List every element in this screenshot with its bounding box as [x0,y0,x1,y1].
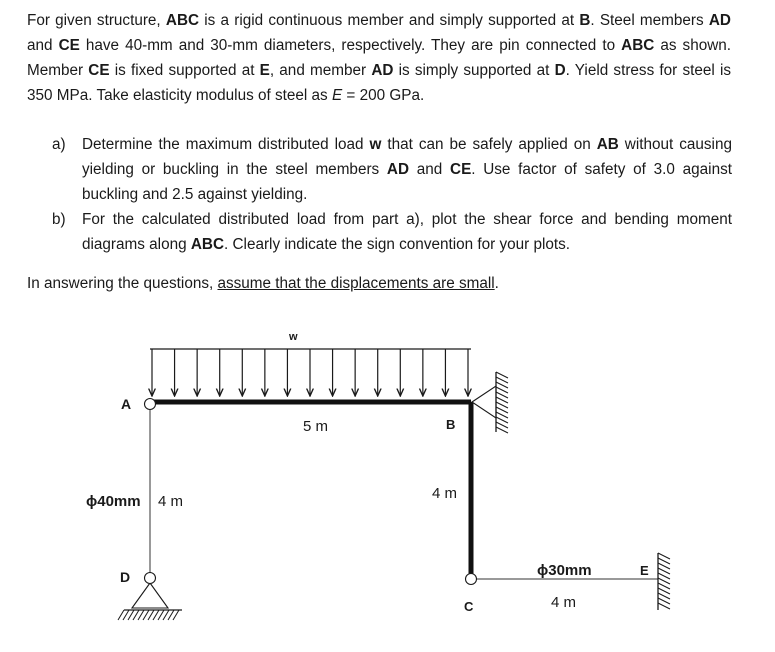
intro-text: have 40-mm and 30-mm diameters, respectively. They are pin connected to [79,37,622,54]
hatch-line [153,610,159,620]
elasticity-symbol: E [331,87,343,104]
pin-c [466,574,477,585]
question-text: that can be safely applied on [381,136,597,153]
hatch-line [496,412,508,418]
member-abc-ref: ABC [621,37,655,54]
hatch-line [658,578,670,584]
hatch-line [118,610,124,620]
hatch-line [496,372,508,378]
pin-d [145,573,156,584]
length-ad-label: 4 m [158,493,184,510]
wall-hatch-b [496,372,508,433]
hatch-line [658,593,670,599]
hatch-line [658,553,670,559]
intro-text: is fixed supported at [109,62,260,79]
member-ce-ref: CE [450,161,472,178]
hatch-line [148,610,154,620]
load-label: w [289,331,298,343]
label-d: D [120,569,131,585]
list-marker: b) [52,211,66,228]
load-symbol-ref: w [369,136,382,153]
label-a: A [121,396,132,412]
question-text: Determine the maximum distributed load [82,136,370,153]
hatch-line [496,417,508,423]
list-marker: a) [52,136,66,153]
label-b: B [446,417,456,432]
intro-text: . Yield stress for steel is 350 MPa. Take elasticity modulus of steel as [27,62,732,104]
hatch-line [123,610,129,620]
hatch-line [143,610,149,620]
hatch-line [138,610,144,620]
ground-hatch-d [118,610,179,620]
question-text: without causing yielding or buckling in the steel members [82,136,732,178]
intro-text: as shown. Member [27,37,732,79]
hatch-line [658,568,670,574]
span-ab-label: 5 m [303,418,329,435]
hatch-line [496,422,508,428]
question-text: . Use factor of safety of 3.0 against buckling and 2.5 against yielding. [82,161,732,203]
question-text: and [409,161,451,178]
load-arrows [152,349,468,396]
closing-text: In answering the questions, [27,275,218,292]
fixed-support-e [658,553,670,610]
diameter-ce-label: ϕ30mm [537,562,592,579]
hatch-line [496,427,508,433]
distributed-load [150,349,471,396]
question-text: For the calculated distributed load from part a), plot the shear force and bending moment diagrams along [82,211,732,253]
hatch-line [128,610,134,620]
pin-support-b [472,372,508,433]
point-b-ref: B [579,12,591,29]
pin-a [145,399,156,410]
hatch-line [496,377,508,383]
question-text: . Clearly indicate the sign convention for your plots. [224,236,571,253]
hatch-line [133,610,139,620]
hatch-line [658,603,670,609]
member-ce-ref: CE [58,37,80,54]
intro-text: , and member [269,62,372,79]
intro-text: and [27,37,59,54]
intro-text: . Steel members [590,12,709,29]
member-abc-ref: ABC [190,236,224,253]
hatch-line [496,387,508,393]
pin-support-d [118,583,182,620]
intro-text: is a rigid continuous member and simply supported at [199,12,580,29]
hatch-line [496,382,508,388]
member-ab-ref: AB [596,136,619,153]
length-bc-label: 4 m [432,485,458,502]
point-d-ref: D [554,62,566,79]
label-c: C [464,599,474,614]
hatch-line [163,610,169,620]
closing-text: . [494,275,499,292]
member-abc-ref: ABC [165,12,200,29]
hatch-line [496,407,508,413]
member-ad-ref: AD [708,12,731,29]
hatch-line [496,402,508,408]
hatch-line [496,392,508,398]
hatch-line [658,583,670,589]
intro-text: For given structure, [27,12,166,29]
hatch-line [173,610,179,620]
member-ce-ref: CE [88,62,110,79]
member-ad-ref: AD [371,62,394,79]
hatch-line [658,588,670,594]
hatch-line [158,610,164,620]
label-e: E [640,563,649,578]
member-ad-ref: AD [386,161,410,178]
intro-text: is simply supported at [393,62,555,79]
hatch-line [658,598,670,604]
wall-hatch-e [658,553,670,609]
hatch-line [658,558,670,564]
hatch-line [168,610,174,620]
small-displacement-assumption: assume that the displacements are small [217,275,495,292]
hatch-line [496,397,508,403]
intro-text: = 200 GPa. [342,87,425,104]
diameter-ad-label: ϕ40mm [86,493,141,510]
hatch-line [658,573,670,579]
point-e-ref: E [259,62,270,79]
hatch-line [658,563,670,569]
length-ce-label: 4 m [551,594,577,611]
